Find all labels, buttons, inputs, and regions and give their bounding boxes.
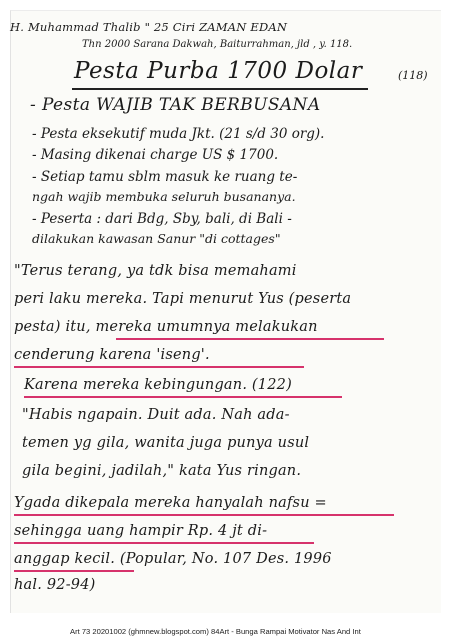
source-header-detail: Thn 2000 Sarana Dakwah, Baiturrahman, jld , y. 118.	[82, 39, 353, 50]
highlight-underline	[14, 366, 304, 368]
paragraph-line: cenderung karena 'iseng'.	[14, 347, 210, 363]
paragraph-line: sehingga uang hampir Rp. 4 jt di-	[14, 523, 268, 539]
paragraph-line: Karena mereka kebingungan. (122)	[24, 377, 292, 393]
paragraph-line: pesta) itu, mereka umumnya melakukan	[14, 319, 318, 335]
paragraph-line: Ygada dikepala mereka hanyalah nafsu =	[14, 495, 327, 511]
paragraph-line: gila begini, jadilah," kata Yus ringan.	[22, 463, 302, 479]
bullet-line: - Peserta : dari Bdg, Sby, bali, di Bali -	[32, 211, 292, 227]
bullet-line: - Masing dikenai charge US $ 1700.	[32, 147, 279, 163]
paragraph-line: "Habis ngapain. Duit ada. Nah ada-	[22, 407, 290, 423]
page-footer: Art 73 20201002 (ghmnew.blogspot.com) 84Art - Bunga Rampai Motivator Nas And Int	[70, 627, 361, 636]
bullet-line: dilakukan kawasan Sanur "di cottages"	[32, 231, 281, 246]
bullet-line: - Pesta eksekutif muda Jkt. (21 s/d 30 org).	[32, 126, 325, 142]
paragraph-line: "Terus terang, ya tdk bisa memahami	[14, 263, 297, 279]
highlight-underline	[116, 338, 384, 340]
highlight-underline	[14, 514, 394, 516]
paragraph-line: peri laku mereka. Tapi menurut Yus (peserta	[14, 291, 352, 307]
title-underline	[72, 88, 368, 90]
subtitle: - Pesta WAJIB TAK BERBUSANA	[30, 95, 321, 115]
bullet-line: ngah wajib membuka seluruh busananya.	[32, 189, 296, 204]
source-header: H. Muhammad Thalib " 25 Ciri ZAMAN EDAN	[10, 20, 288, 34]
title-page-ref: (118)	[398, 69, 428, 82]
paragraph-line: anggap kecil. (Popular, No. 107 Des. 1996	[14, 551, 332, 567]
paragraph-line: hal. 92-94)	[14, 577, 96, 593]
highlight-underline	[14, 542, 314, 544]
paragraph-line: temen yg gila, wanita juga punya usul	[22, 435, 310, 451]
highlight-underline	[24, 396, 342, 398]
highlight-underline	[14, 570, 134, 572]
bullet-line: - Setiap tamu sblm masuk ke ruang te-	[32, 169, 298, 185]
page-title: Pesta Purba 1700 Dolar	[74, 58, 363, 84]
